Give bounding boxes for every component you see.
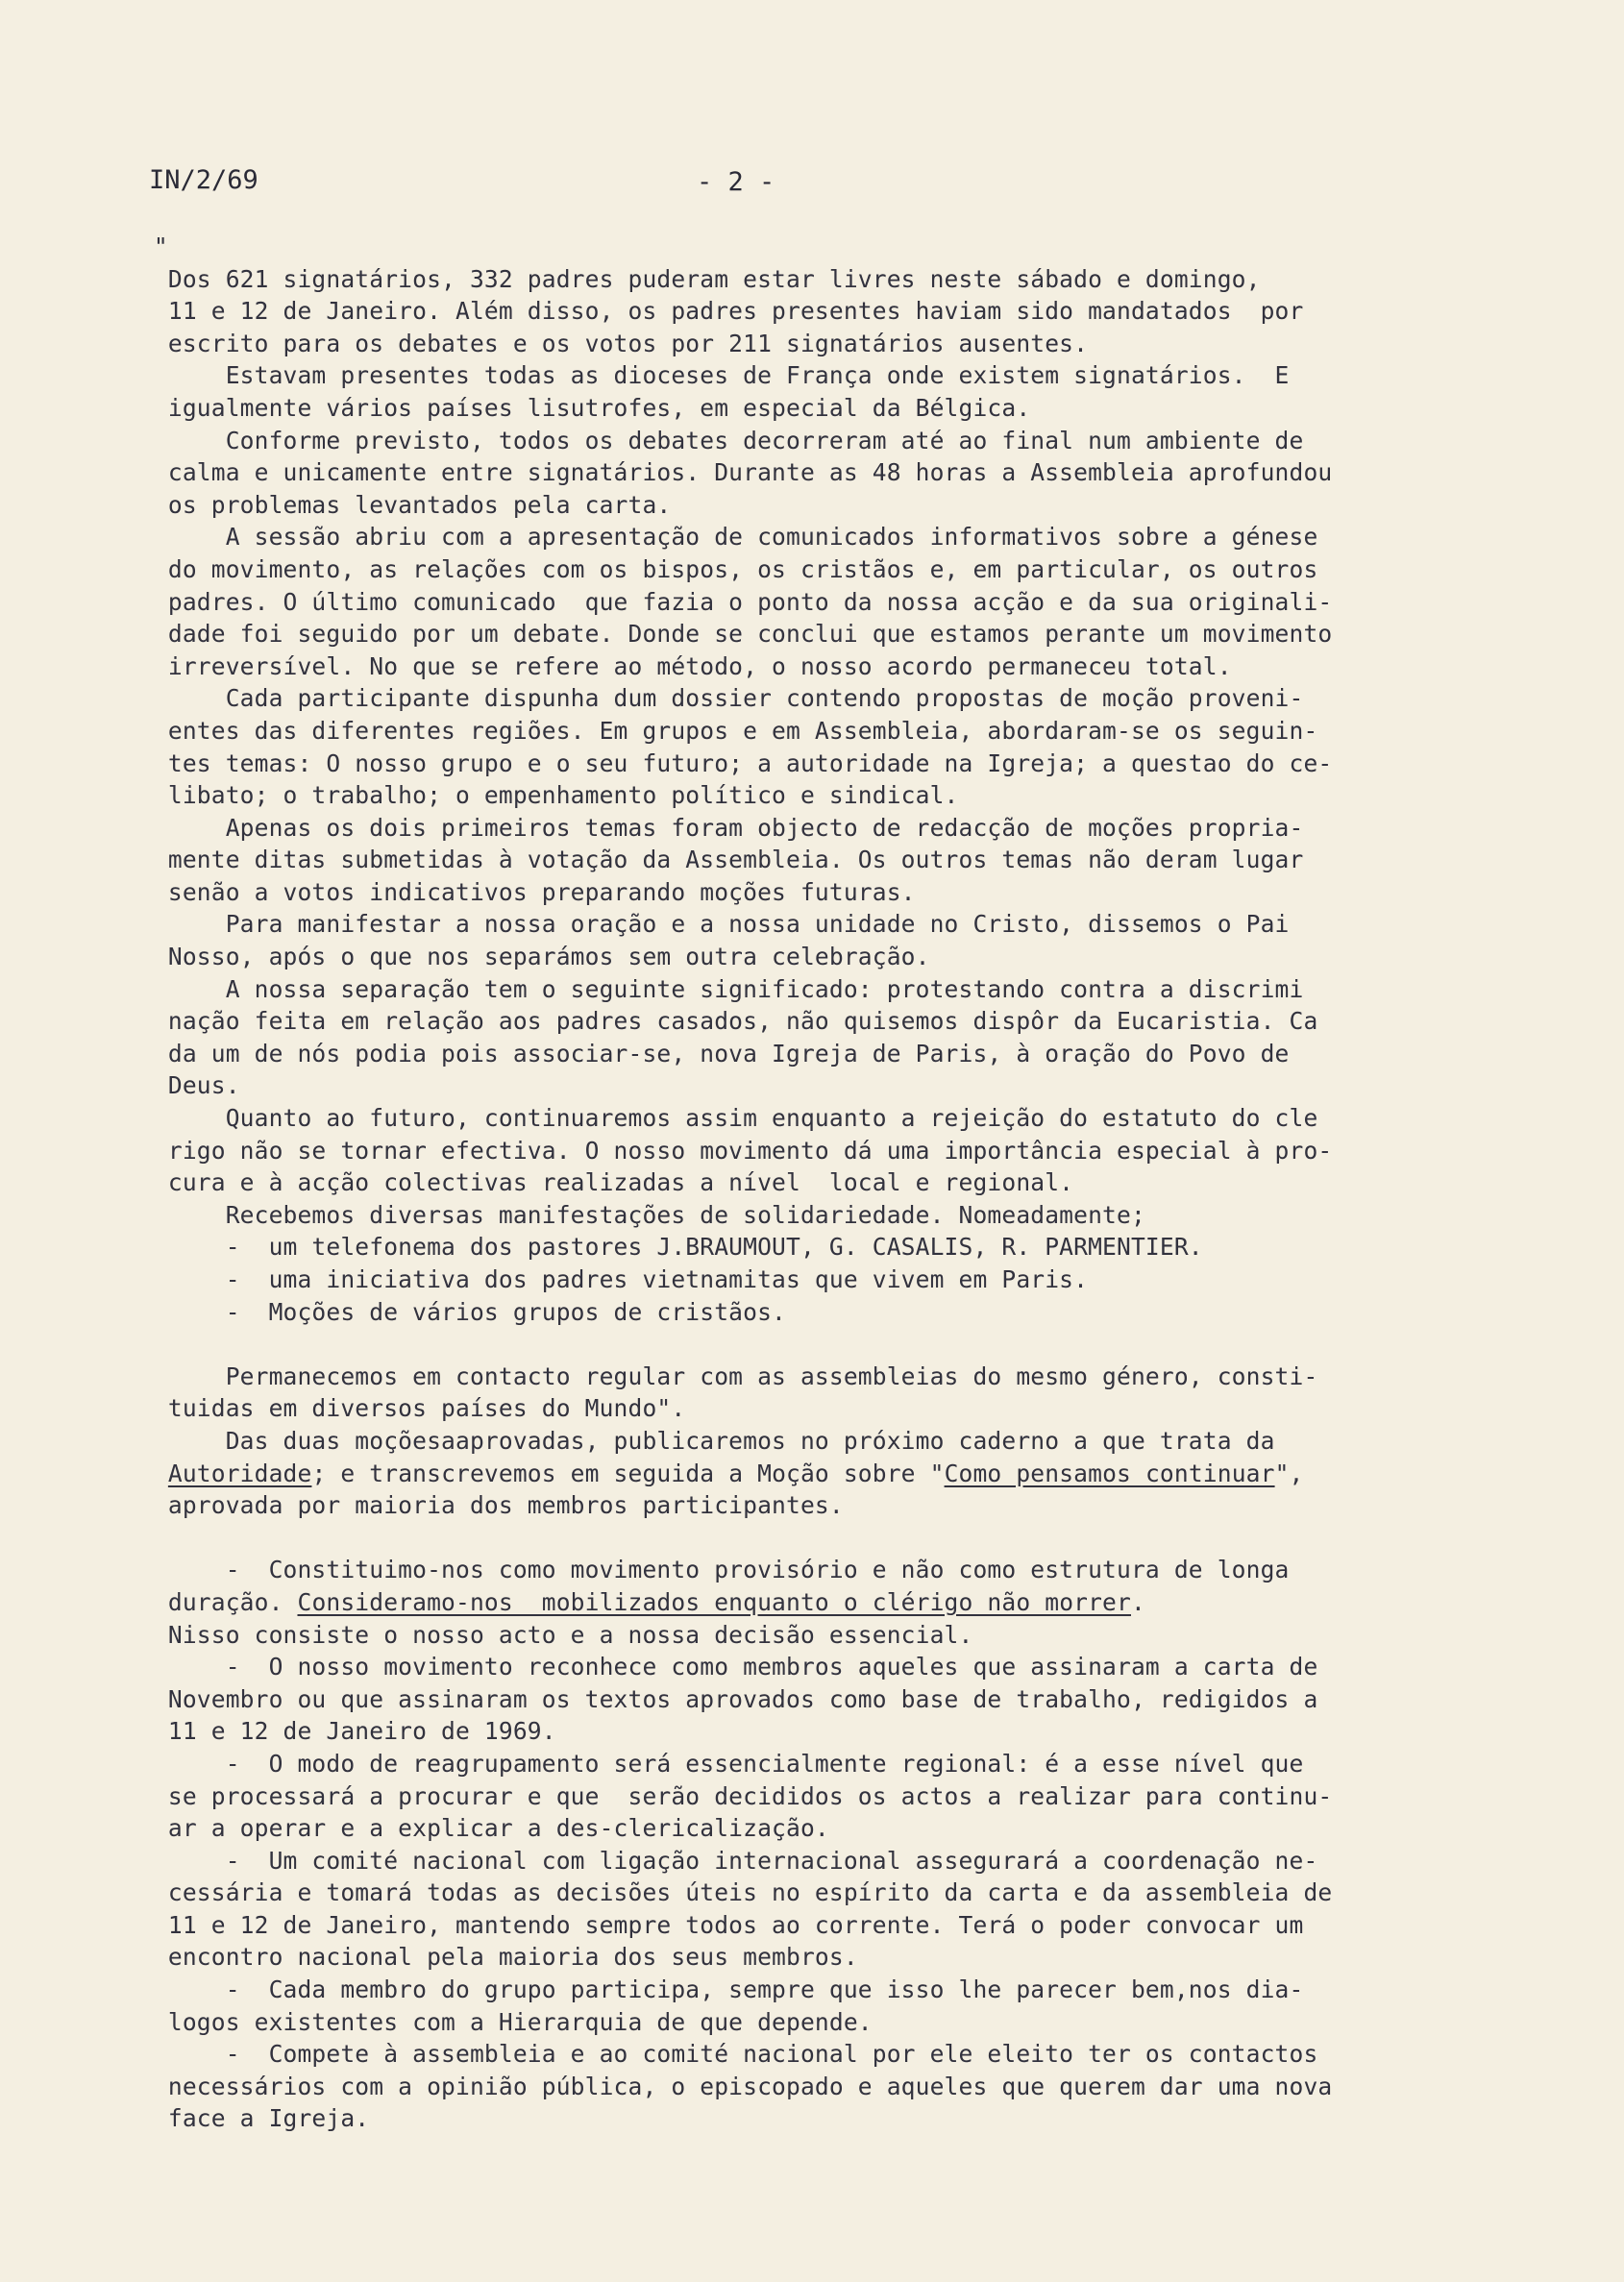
text-line: Permanecemos em contacto regular com as assembleias do mesmo género, consti- [125, 1362, 1318, 1390]
text-line: Nisso consiste o nosso acto e a nossa decisão essencial. [125, 1620, 973, 1649]
text-line: A sessão abriu com a apresentação de comunicados informativos sobre a génese [125, 523, 1318, 552]
text-line: rigo não se tornar efectiva. O nosso movimento dá uma importância especial à pro- [125, 1136, 1333, 1165]
text-line: cessária e tomará todas as decisões úteis no espírito da carta e da assembleia de [125, 1878, 1333, 1907]
text-line: da um de nós podia pois associar-se, nova Igreja de Paris, à oração do Povo de [125, 1039, 1290, 1067]
document-reference: IN/2/69 [149, 165, 258, 195]
text-line: mente ditas submetidas à votação da Assembleia. Os outros temas não deram lugar [125, 846, 1304, 874]
text-line: Autoridade; e transcrevemos em seguida a Moção sobre "Como pensamos continuar", [167, 1459, 1304, 1487]
text-line: Conforme previsto, todos os debates decorreram até ao final num ambiente de [125, 426, 1304, 454]
text-line [125, 1522, 1451, 1555]
text-line: entes das diferentes regiões. Em grupos e em Assembleia, abordaram-se os seguin- [125, 716, 1318, 745]
text-line: 11 e 12 de Janeiro de 1969. [125, 1717, 556, 1746]
page-number: - 2 - [697, 167, 775, 197]
text-line: ar a operar e a explicar a des-clericalização. [125, 1814, 829, 1843]
text-line: libato; o trabalho; o empenhamento político e sindical. [125, 781, 959, 810]
text-line: - uma iniciativa dos padres vietnamitas que vivem em Paris. [125, 1265, 1089, 1293]
text-line: Dos 621 signatários, 332 padres puderam estar livres neste sábado e domingo, [125, 264, 1261, 293]
text-line: cura e à acção colectivas realizadas a nível local e regional. [125, 1168, 1074, 1197]
text-line: Para manifestar a nossa oração e a nossa unidade no Cristo, dissemos o Pai [125, 910, 1290, 939]
text-line: - O nosso movimento reconhece como membros aqueles que assinaram a carta de [125, 1653, 1318, 1681]
text-line: 11 e 12 de Janeiro, mantendo sempre todos ao corrente. Terá o poder convocar um [125, 1910, 1304, 1939]
text-line: Quanto ao futuro, continuaremos assim enquanto a rejeição do estatuto do cle [125, 1104, 1318, 1133]
text-line: irreversível. No que se refere ao método, o nosso acordo permaneceu total. [125, 651, 1232, 680]
text-line: - Constituimo-nos como movimento provisório e não como estrutura de longa [125, 1556, 1290, 1584]
text-line: tuidas em diversos países do Mundo". [125, 1394, 686, 1423]
text-line: se processará a procurar e que serão decididos os actos a realizar para continu- [125, 1781, 1333, 1810]
text-line: Apenas os dois primeiros temas foram objecto de redacção de moções propria- [125, 813, 1304, 842]
text-line: tes temas: O nosso grupo e o seu futuro; a autoridade na Igreja; a questao do ce- [125, 748, 1333, 777]
page-header [144, 165, 1489, 204]
text-line: face a Igreja. [125, 2104, 370, 2133]
text-line: padres. O último comunicado que fazia o ponto da nossa acção e da sua originali- [125, 587, 1333, 616]
text-line: dade foi seguido por um debate. Donde se conclui que estamos perante um movimento [125, 620, 1333, 649]
text-line: duração. Consideramo-nos mobilizados enquanto o clérigo não morrer. [125, 1587, 1145, 1616]
text-line: Estavam presentes todas as dioceses de França onde existem signatários. E [125, 361, 1290, 390]
text-line: necessários com a opinião pública, o episcopado e aqueles que querem dar uma nova [125, 2072, 1333, 2100]
text-line [125, 1328, 1451, 1361]
text-line: - Compete à assembleia e ao comité nacional por ele eleito ter os contactos [125, 2040, 1318, 2069]
text-line: - um telefonema dos pastores J.BRAUMOUT, G. CASALIS, R. PARMENTIER. [125, 1233, 1203, 1262]
text-line: aprovada por maioria dos membros participantes. [125, 1491, 844, 1520]
document-body [125, 231, 1451, 2135]
text-line: Recebemos diversas manifestações de solidariedade. Nomeadamente; [125, 1200, 1145, 1229]
text-line: Novembro ou que assinaram os textos aprovados como base de trabalho, redigidos a [125, 1684, 1318, 1713]
text-line: senão a votos indicativos preparando moções futuras. [125, 877, 916, 906]
text-line: nação feita em relação aos padres casados, não quisemos dispôr da Eucaristia. Ca [125, 1007, 1318, 1036]
text-line: escrito para os debates e os votos por 211 signatários ausentes. [125, 329, 1089, 357]
text-line: Deus. [125, 1071, 240, 1100]
text-line: - Um comité nacional com ligação internacional assegurará a coordenação ne- [125, 1846, 1318, 1875]
text-line: logos existentes com a Hierarquia de que depende. [125, 2007, 873, 2036]
text-line: Das duas moçõesaaprovadas, publicaremos no próximo caderno a que trata da [125, 1426, 1275, 1455]
text-line: os problemas levantados pela carta. [125, 490, 672, 519]
text-line: calma e unicamente entre signatários. Durante as 48 horas a Assembleia aprofundou [125, 458, 1333, 487]
text-line: encontro nacional pela maioria dos seus membros. [125, 1943, 858, 1972]
text-line: do movimento, as relações com os bispos, os cristãos e, em particular, os outros [125, 554, 1318, 583]
text-line: " [125, 233, 168, 260]
text-line: Nosso, após o que nos separámos sem outra celebração. [125, 943, 930, 971]
text-line: A nossa separação tem o seguinte significado: protestando contra a discrimi [125, 974, 1304, 1003]
text-line: - Cada membro do grupo participa, sempre que isso lhe parecer bem,nos dia- [125, 1975, 1304, 2004]
text-line: 11 e 12 de Janeiro. Além disso, os padres presentes haviam sido mandatados por [125, 297, 1304, 326]
text-line: - O modo de reagrupamento será essencialmente regional: é a esse nível que [125, 1749, 1304, 1778]
text-line: - Moções de vários grupos de cristãos. [125, 1297, 787, 1326]
text-line: igualmente vários países lisutrofes, em especial da Bélgica. [125, 393, 1031, 422]
text-line: Cada participante dispunha dum dossier contendo propostas de moção proveni- [125, 684, 1304, 713]
